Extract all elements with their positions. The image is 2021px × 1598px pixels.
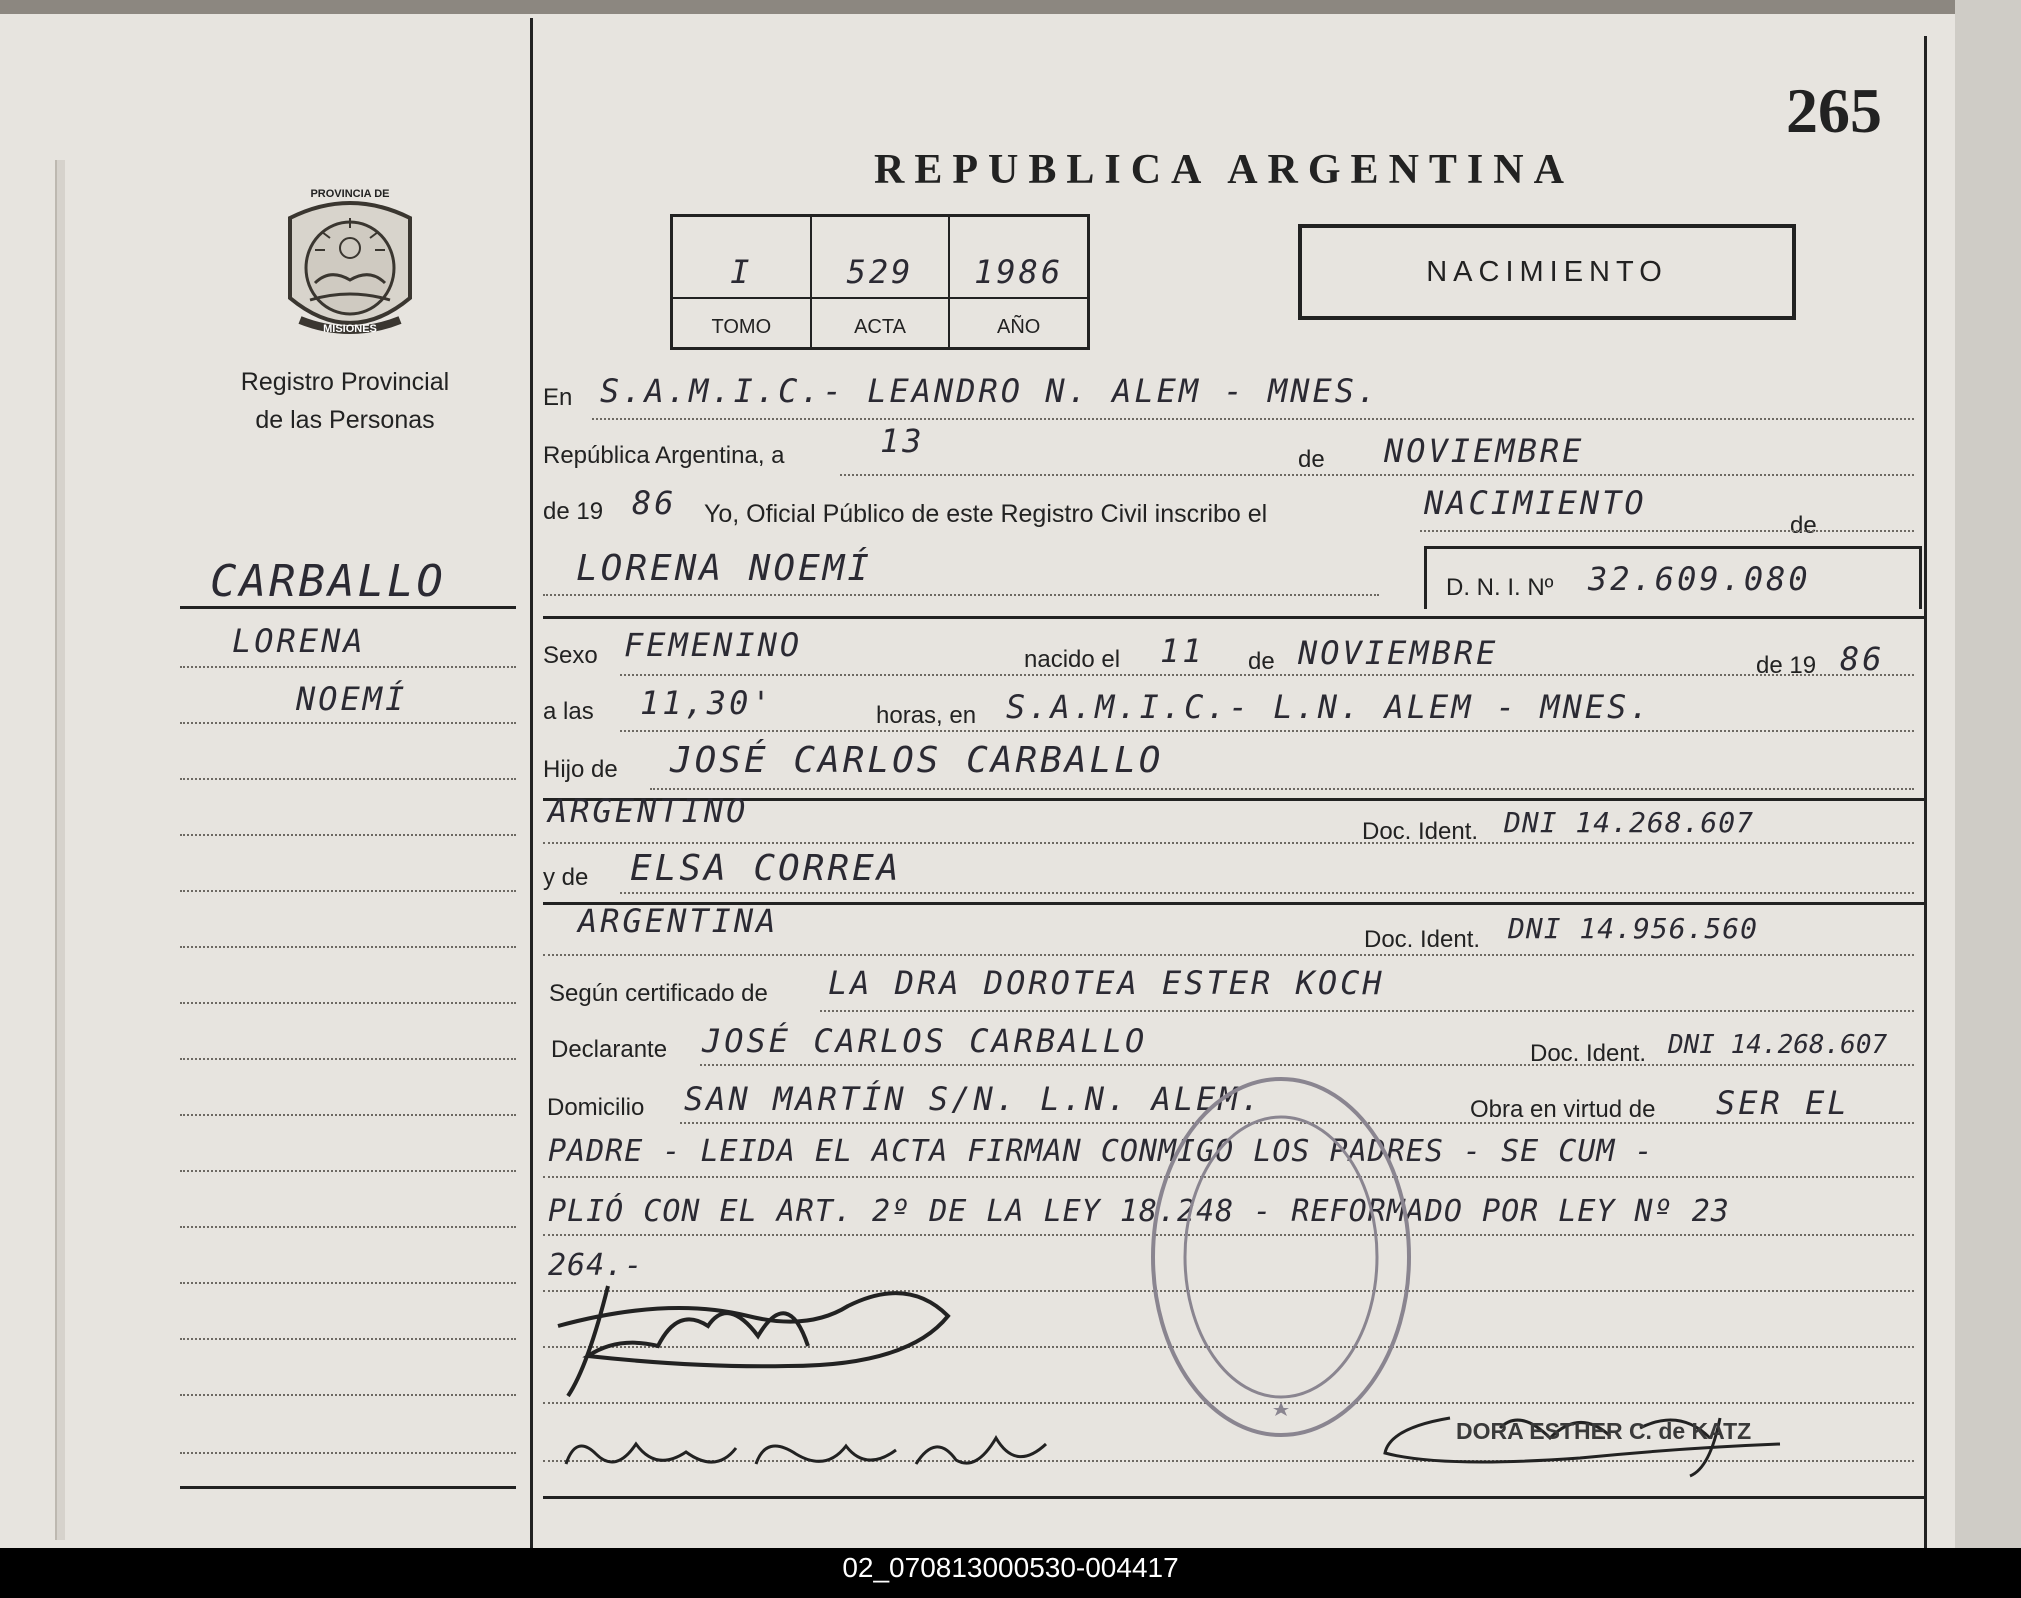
ano-cell (950, 217, 1087, 347)
official-name-stamp: DORA ESTHER C. de KATZ (1456, 1418, 1752, 1444)
form-solid-rule (543, 616, 1924, 619)
margin-rule (180, 1114, 516, 1116)
label-en: En (543, 384, 573, 411)
birth-place-value: S.A.M.I.C.- L.N. ALEM - MNES. (1006, 688, 1652, 726)
label-doc-2: Doc. Ident. (1364, 926, 1481, 953)
margin-rule (180, 1338, 516, 1340)
birth-year-value: 86 (1840, 640, 1885, 678)
form-rule (543, 842, 1914, 844)
birth-month-value: NOVIEMBRE (1298, 634, 1499, 672)
official-stamp-icon (1146, 1072, 1416, 1442)
label-de19-b: de 19 (1756, 652, 1817, 679)
tomo-value: I (673, 247, 810, 299)
right-page-edge (1955, 0, 2021, 1548)
margin-rule (180, 1058, 516, 1060)
label-sexo: Sexo (543, 642, 598, 669)
form-solid-rule (543, 798, 1924, 801)
form-rule (1420, 530, 1914, 532)
page-top-edge (0, 0, 2021, 14)
sex-value: FEMENINO (624, 626, 803, 664)
margin-rule (180, 946, 516, 948)
act-type-box: NACIMIENTO (1298, 224, 1796, 320)
form-rule (543, 954, 1914, 956)
place-value: S.A.M.I.C.- LEANDRO N. ALEM - MNES. (600, 372, 1380, 410)
month-value: NOVIEMBRE (1384, 432, 1585, 470)
acta-value: 529 (812, 247, 949, 299)
label-domicilio: Domicilio (547, 1094, 645, 1121)
label-hijo: Hijo de (543, 756, 618, 783)
label-nacido: nacido el (1024, 646, 1121, 673)
image-id-footer: 02_070813000530-004417 (0, 1548, 2021, 1598)
margin-name-1: LORENA (232, 622, 366, 660)
record-number-box (670, 214, 1090, 350)
mother-name-value: ELSA CORREA (630, 848, 902, 889)
label-doc-3: Doc. Ident. (1530, 1040, 1647, 1067)
form-rule (650, 788, 1914, 790)
act-value: NACIMIENTO (1424, 484, 1647, 522)
form-rule (620, 892, 1914, 894)
label-segun: Según certificado de (549, 980, 768, 1007)
margin-rule (180, 1170, 516, 1172)
form-rule (543, 594, 1379, 596)
column-divider (530, 18, 533, 1548)
form-rule (820, 1010, 1914, 1012)
father-name-value: JOSÉ CARLOS CARBALLO (670, 740, 1164, 781)
margin-name-2: NOEMÍ (296, 680, 408, 718)
margin-rule (180, 834, 516, 836)
margin-rule (180, 666, 516, 668)
margin-rule (180, 722, 516, 724)
form-rule (840, 474, 1914, 476)
margin-rule (180, 1226, 516, 1228)
margin-rule (180, 778, 516, 780)
birth-day-value: 11 (1160, 632, 1205, 670)
mother-signature-image (556, 1424, 1056, 1480)
form-rule (700, 1064, 1914, 1066)
observations-line-2: PLIÓ CON EL ART. 2º DE LA LEY 18.248 - REFORMADO POR LEY Nº 23 (548, 1194, 1730, 1229)
margin-rule (180, 1452, 516, 1454)
label-yde: y de (543, 864, 589, 891)
observations-line-3: 264.- (548, 1248, 644, 1283)
mother-nationality-value: ARGENTINA (578, 902, 779, 940)
margin-rule (180, 1394, 516, 1396)
tomo-label: TOMO (711, 316, 772, 338)
observations-line-1: PADRE - LEIDA EL ACTA FIRMAN CONMIGO LOS PADRES - SE CUM - (548, 1134, 1654, 1169)
father-signature-image (548, 1256, 968, 1406)
country-title: REPUBLICA ARGENTINA (874, 147, 1574, 193)
binding-stitch (55, 160, 65, 1540)
label-dni: D. N. I. Nº (1446, 574, 1554, 601)
acta-label: ACTA (854, 316, 906, 338)
seal-top-text: PROVINCIA DE (310, 188, 390, 200)
obra-value: SER EL (1716, 1084, 1850, 1122)
margin-rule (180, 1282, 516, 1284)
year-value: 86 (632, 484, 677, 522)
registry-line-1: Registro Provincial (240, 368, 450, 396)
father-nationality-value: ARGENTINO (548, 792, 749, 830)
day-value: 13 (880, 422, 925, 460)
label-de-mid: de (1248, 648, 1275, 675)
right-border (1924, 36, 1927, 1548)
ano-value: 1986 (950, 247, 1087, 299)
page-number: 265 (1786, 75, 1882, 146)
declarant-value: JOSÉ CARLOS CARBALLO (702, 1022, 1148, 1060)
mother-doc-value: DNI 14.956.560 (1508, 912, 1759, 945)
label-de-end: de (1790, 512, 1817, 539)
seal-bottom-text: MISIONES (323, 323, 377, 335)
margin-bottom-rule (180, 1486, 516, 1489)
acta-cell (812, 217, 951, 347)
form-rule (592, 418, 1914, 420)
certificate-value: LA DRA DOROTEA ESTER KOCH (828, 964, 1385, 1002)
label-obra: Obra en virtud de (1470, 1096, 1656, 1123)
form-rule (620, 730, 1914, 732)
margin-surname: CARBALLO (210, 556, 446, 607)
child-name-value: LORENA NOEMÍ (576, 548, 873, 589)
margin-surname-rule (180, 606, 516, 609)
label-horas: horas, en (876, 702, 977, 729)
address-value: SAN MARTÍN S/N. L.N. ALEM. (684, 1080, 1263, 1118)
declarant-doc-value: DNI 14.268.607 (1668, 1030, 1888, 1060)
registry-line-2: de las Personas (255, 406, 435, 434)
margin-rule (180, 890, 516, 892)
tomo-cell (673, 217, 812, 347)
form-bottom-rule (543, 1496, 1924, 1499)
label-de-1: de (1298, 446, 1325, 473)
ano-label: AÑO (997, 316, 1041, 338)
label-yo: Yo, Oficial Público de este Registro Civil inscribo el (704, 500, 1268, 528)
label-republica: República Argentina, a (543, 442, 785, 469)
form-rule (620, 674, 1914, 676)
label-doc-1: Doc. Ident. (1362, 818, 1479, 845)
time-value: 11,30' (640, 684, 774, 722)
father-doc-value: DNI 14.268.607 (1504, 806, 1755, 839)
label-declarante: Declarante (551, 1036, 668, 1063)
label-alas: a las (543, 698, 594, 725)
dni-value: 32.609.080 (1588, 560, 1811, 598)
label-de19: de 19 (543, 498, 604, 525)
margin-rule (180, 1002, 516, 1004)
